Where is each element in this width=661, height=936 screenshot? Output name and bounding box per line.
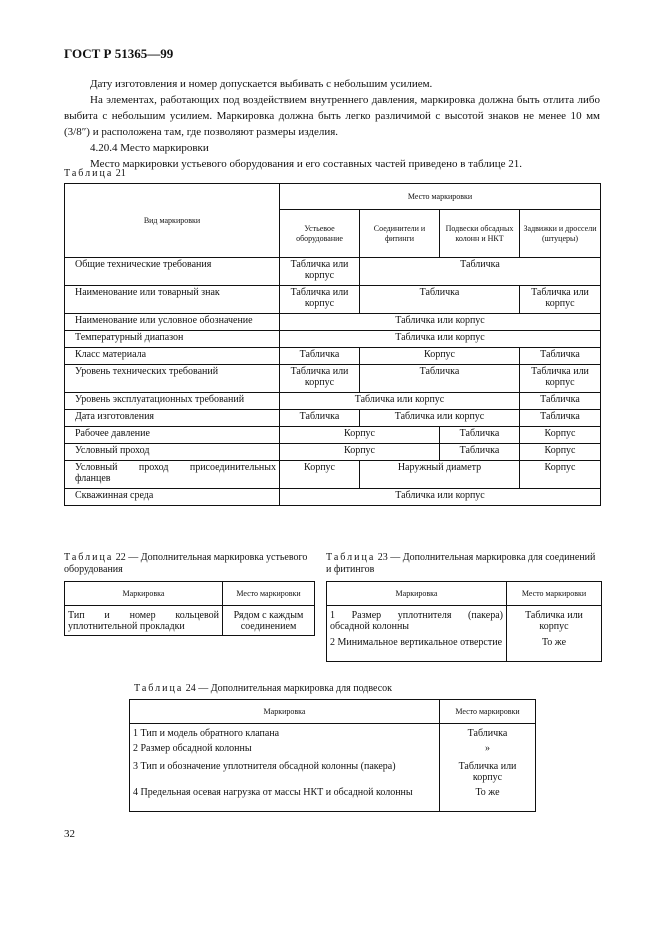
table-title: 23 — Дополнительная маркировка для соединений и фитингов: [326, 552, 596, 575]
row-label: Скважинная среда: [65, 489, 280, 506]
cell: Табличка или корпус: [280, 489, 601, 506]
cell: Табличка или корпус: [520, 286, 601, 314]
paragraph: Место маркировки устьевого оборудования и его составных частей приведено в таблице 21.: [90, 158, 523, 170]
row-label: Класс материала: [65, 348, 280, 365]
row-label: 4 Предельная осевая нагрузка от массы НКТ и обсадной колонны: [130, 786, 440, 812]
cell: Корпус: [280, 427, 440, 444]
cell: Табличка или корпус: [280, 286, 360, 314]
cell: Корпус: [280, 444, 440, 461]
row-label: Дата изготовления: [65, 410, 280, 427]
table-row: [130, 786, 536, 812]
table-row: [65, 365, 601, 393]
table-label: Таблица: [326, 552, 376, 563]
table23-caption: [326, 552, 601, 576]
paragraph: На элементах, работающих под воздействием внутреннего давления, маркировка должна быть отлита либо выбита с небольшим усилием. Маркировка должна быть легко различимой с высотой знаков не менее 10 мм (3/8″) и расположена там, где позволяют размеры изделия.: [64, 94, 600, 138]
table-row: [65, 461, 601, 489]
table-row: [65, 410, 601, 427]
cell: Табличка: [440, 724, 536, 742]
table-row: [65, 331, 601, 348]
cell: Табличка или корпус: [280, 331, 601, 348]
cell: Табличка: [440, 444, 520, 461]
subcol-header: Задвижки и дроссели (штуцеры): [520, 210, 601, 258]
table22-caption: [64, 552, 314, 576]
row-label: 2 Минимальное вертикальное отверстие: [327, 636, 507, 662]
table-number: 21: [115, 168, 126, 179]
row-label: Условный проход присоединительных фланцев: [65, 461, 280, 489]
row-label: Уровень технических требований: [65, 365, 280, 393]
table-row: [65, 606, 315, 636]
page-number: 32: [64, 828, 75, 840]
cell: Табличка или корпус: [360, 410, 520, 427]
table-row: [65, 444, 601, 461]
table-row: [65, 393, 601, 410]
cell: Табличка: [360, 365, 520, 393]
document-header: ГОСТ Р 51365—99: [64, 46, 174, 61]
table-row: [65, 489, 601, 506]
table-row: [65, 258, 601, 286]
row-label: 3 Тип и обозначение уплотнителя обсадной колонны (пакера): [130, 760, 440, 786]
cell: Табличка: [520, 348, 601, 365]
cell: Табличка: [280, 410, 360, 427]
paragraph: Дату изготовления и номер допускается выбивать с небольшим усилием.: [90, 78, 433, 90]
table23: [326, 581, 602, 662]
table-row: [327, 636, 602, 662]
section-heading: 4.20.4 Место маркировки: [90, 142, 209, 154]
table-row: [65, 348, 601, 365]
table-row: [65, 286, 601, 314]
subcol-header: Подвески обсадных колонн и НКТ: [440, 210, 520, 258]
table-label: Таблица: [64, 552, 114, 563]
row-label: Условный проход: [65, 444, 280, 461]
col-header: Место маркировки: [507, 582, 602, 606]
col-header: Маркировка: [327, 582, 507, 606]
cell: Рядом с каждым соединением: [223, 606, 315, 636]
row-label: Общие технические требования: [65, 258, 280, 286]
cell: »: [440, 742, 536, 760]
table22: [64, 581, 315, 636]
cell: Корпус: [520, 461, 601, 489]
col-header: Маркировка: [65, 582, 223, 606]
cell: То же: [507, 636, 602, 662]
cell: Корпус: [360, 348, 520, 365]
cell: То же: [440, 786, 536, 812]
cell: Табличка или корпус: [280, 258, 360, 286]
cell: Табличка или корпус: [280, 365, 360, 393]
table-title: 24 — Дополнительная маркировка для подвесок: [185, 683, 393, 694]
body-text: [64, 76, 600, 172]
table24: [129, 699, 536, 812]
row-label: Уровень эксплуатационных требований: [65, 393, 280, 410]
cell: Табличка или корпус: [280, 393, 520, 410]
cell: Табличка или корпус: [440, 760, 536, 786]
row-label: Наименование или условное обозначение: [65, 314, 280, 331]
row-label: Наименование или товарный знак: [65, 286, 280, 314]
cell: Табличка: [440, 427, 520, 444]
table-row: [130, 760, 536, 786]
cell: Наружный диаметр: [360, 461, 520, 489]
col-header: Место маркировки: [223, 582, 315, 606]
col-header-place: Место маркировки: [280, 184, 601, 210]
table-row: [130, 742, 536, 760]
col-header-type: Вид маркировки: [65, 184, 280, 258]
cell: Табличка: [360, 258, 601, 286]
cell: Корпус: [520, 427, 601, 444]
cell: Табличка: [520, 393, 601, 410]
cell: Табличка или корпус: [520, 365, 601, 393]
row-label: Рабочее давление: [65, 427, 280, 444]
cell: Корпус: [520, 444, 601, 461]
cell: Табличка: [520, 410, 601, 427]
cell: Табличка или корпус: [280, 314, 601, 331]
table-label: Таблица: [134, 683, 184, 694]
col-header: Маркировка: [130, 700, 440, 724]
cell: Корпус: [280, 461, 360, 489]
row-label: 2 Размер обсадной колонны: [130, 742, 440, 760]
table-row: [327, 606, 602, 636]
table-label: Таблица: [64, 168, 114, 179]
row-label: 1 Размер уплотнителя (пакера) обсадной колонны: [327, 606, 507, 636]
row-label: 1 Тип и модель обратного клапана: [130, 724, 440, 742]
subcol-header: Устьевое оборудование: [280, 210, 360, 258]
cell: Табличка: [360, 286, 520, 314]
table21: [64, 183, 601, 506]
row-label: Температурный диапазон: [65, 331, 280, 348]
row-label: Тип и номер кольцевой уплотнительной прокладки: [65, 606, 223, 636]
cell: Табличка: [280, 348, 360, 365]
table-row: [65, 427, 601, 444]
table21-caption: [64, 168, 126, 179]
table-row: [65, 314, 601, 331]
col-header: Место маркировки: [440, 700, 536, 724]
table-title: 22 — Дополнительная маркировка устьевого оборудования: [64, 552, 308, 575]
cell: Табличка или корпус: [507, 606, 602, 636]
subcol-header: Соединители и фитинги: [360, 210, 440, 258]
table-row: [130, 724, 536, 742]
table24-caption: [134, 683, 392, 694]
